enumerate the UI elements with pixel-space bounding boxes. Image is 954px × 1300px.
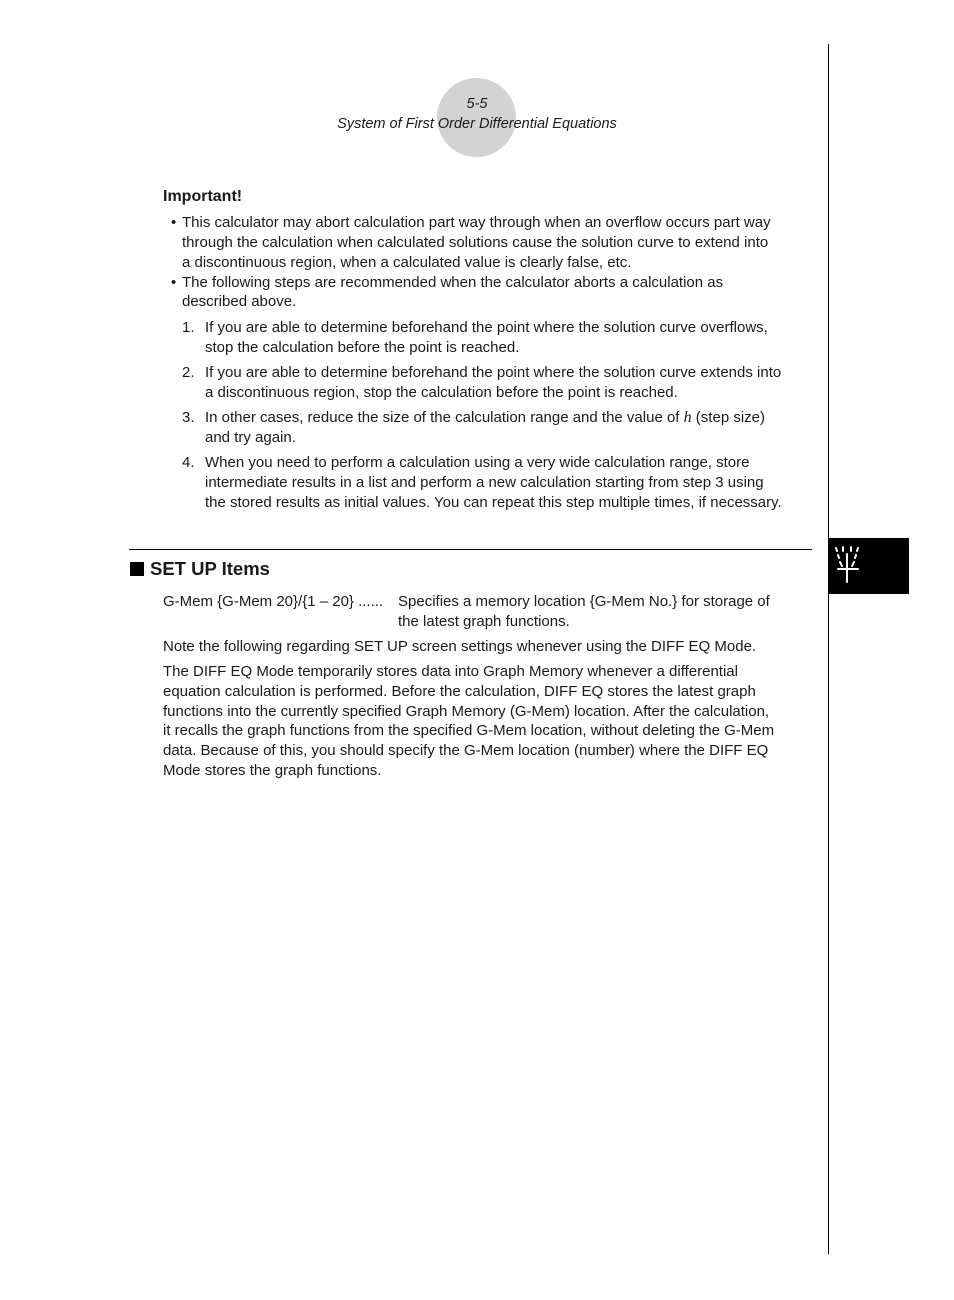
step-variable-h: h	[683, 409, 692, 426]
setup-item-description-line-2: the latest graph functions.	[398, 613, 570, 630]
step-2-line-1: If you are able to determine beforehand the point where the solution curve extends into	[205, 364, 782, 381]
page-number: 5-5	[466, 96, 488, 112]
bullet-1-line-3: a discontinuous region, when a calculated value is clearly false, etc.	[182, 254, 632, 271]
bullet-2-line-1: The following steps are recommended when the calculator aborts a calculation as	[182, 274, 724, 291]
setup-paragraph-line-4: it recalls the graph functions from the specified G-Mem location, without deleting the G-Mem	[163, 722, 775, 739]
setup-heading-text: SET UP Items	[150, 558, 270, 579]
step-3-line-2: and try again.	[205, 429, 296, 446]
step-3-line-1	[205, 408, 765, 428]
setup-heading	[130, 558, 270, 580]
step-2-number: 2.	[182, 364, 195, 381]
slope-field-icon	[828, 538, 909, 594]
setup-paragraph-line-2: equation calculation is performed. Before the calculation, DIFF EQ stores the latest graph	[163, 683, 756, 700]
bullet-marker: •	[171, 214, 177, 231]
step-2-line-2: a discontinuous region, stop the calculation before the point is reached.	[205, 384, 678, 401]
setup-item-description-line-1: Specifies a memory location {G-Mem No.} for storage of	[398, 593, 770, 610]
section-divider	[129, 549, 812, 550]
bullet-1-line-1: This calculator may abort calculation part way through when an overflow occurs part way	[182, 214, 771, 231]
bullet-marker: •	[171, 274, 177, 291]
page-title: System of First Order Differential Equations	[337, 116, 617, 132]
chapter-tab	[828, 538, 909, 594]
important-heading: Important!	[163, 188, 243, 205]
step-4-number: 4.	[182, 454, 195, 471]
step-4-line-3: the stored results as initial values. You can repeat this step multiple times, if necessary.	[205, 494, 782, 511]
step-1-line-1: If you are able to determine beforehand the point where the solution curve overflows,	[205, 319, 768, 336]
setup-paragraph-line-5: data. Because of this, you should specify the G-Mem location (number) where the DIFF EQ	[163, 742, 769, 759]
step-3-text-after: (step size)	[691, 409, 765, 426]
setup-paragraph-line-3: functions into the currently specified Graph Memory (G-Mem) location. After the calculation,	[163, 703, 770, 720]
setup-paragraph-line-1: The DIFF EQ Mode temporarily stores data into Graph Memory whenever a differential	[163, 663, 738, 680]
setup-item-term: G-Mem {G-Mem 20}/{1 – 20} ......	[163, 593, 384, 610]
step-1-line-2: stop the calculation before the point is reached.	[205, 339, 520, 356]
bullet-1-line-2: through the calculation when calculated solutions cause the solution curve to extend into	[182, 234, 769, 251]
setup-paragraph-line-6: Mode stores the graph functions.	[163, 762, 382, 779]
margin-rule	[828, 44, 829, 1254]
step-3-text-before: In other cases, reduce the size of the calculation range and the value of	[205, 409, 684, 426]
step-1-number: 1.	[182, 319, 195, 336]
step-4-line-2: intermediate results in a list and perform a new calculation starting from step 3 using	[205, 474, 764, 491]
black-square-icon	[130, 562, 144, 576]
bullet-2-line-2: described above.	[182, 293, 297, 310]
step-3-number: 3.	[182, 409, 195, 426]
setup-note: Note the following regarding SET UP screen settings whenever using the DIFF EQ Mode.	[163, 638, 757, 655]
step-4-line-1: When you need to perform a calculation using a very wide calculation range, store	[205, 454, 750, 471]
